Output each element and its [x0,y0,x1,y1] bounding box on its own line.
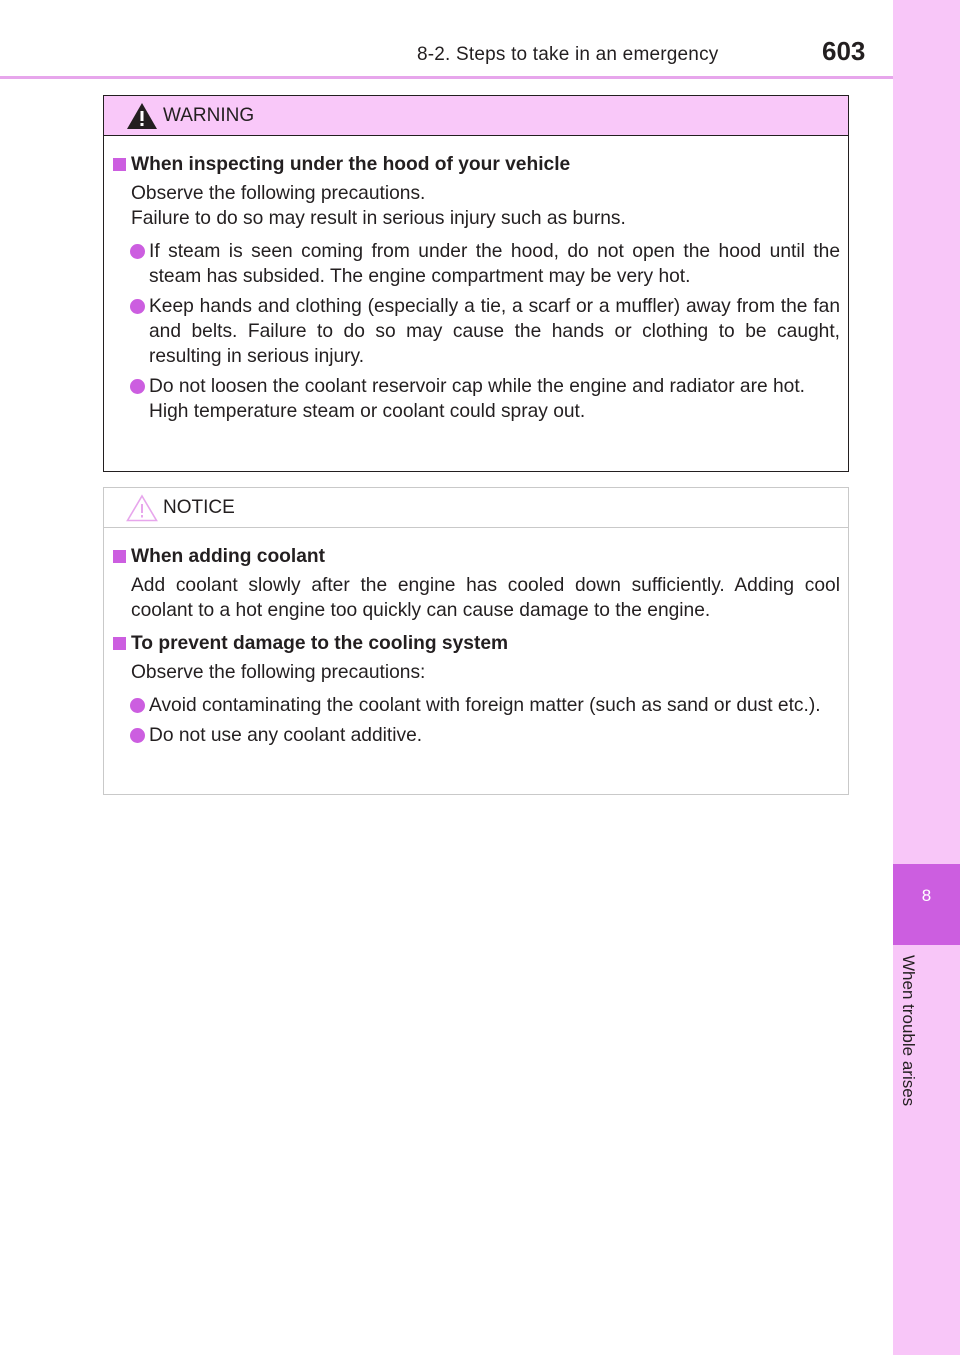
notice-triangle-icon [126,494,158,522]
square-bullet-icon [113,158,126,171]
notice-label: NOTICE [163,497,235,518]
chapter-title: When trouble arises [899,955,918,1107]
warning-heading: When inspecting under the hood of your vehicle [113,152,840,177]
notice-box [103,487,849,795]
warning-body [104,136,848,424]
list-item: Avoid contaminating the coolant with foreign matter (such as sand or dust etc.). [113,693,840,718]
list-item: Do not loosen the coolant reservoir cap while the engine and radiator are hot. High temperature steam or coolant could spray out. [113,374,840,424]
warning-header [104,96,848,136]
round-bullet-icon [130,379,145,394]
chapter-number-box[interactable] [893,864,960,945]
square-bullet-icon [113,550,126,563]
notice-header [104,488,848,528]
section-title: 8-2. Steps to take in an emergency [417,44,719,65]
page-number: 603 [822,36,866,66]
notice-text-precautions: Observe the following precautions: [131,662,426,683]
chapter-number: 8 [921,886,932,905]
list-item: If steam is seen coming from under the hood, do not open the hood until the steam has subsided. The engine compartment may be very hot. [113,239,840,289]
notice-body [104,528,848,748]
list-item: Do not use any coolant additive. [113,723,840,748]
round-bullet-icon [130,698,145,713]
list-item: Keep hands and clothing (especially a tie, a scarf or a muffler) away from the fan and belts. Failure to do so may cause the hands or clothing to be caught, resulting in serious injury. [113,294,840,369]
notice-heading-cooling-system: To prevent damage to the cooling system [113,631,840,656]
warning-intro: Observe the following precautions. Failure to do so may result in serious injury such as burns. [131,183,626,229]
notice-text-coolant: Add coolant slowly after the engine has cooled down sufficiently. Adding cool coolant to a hot engine too quickly can cause damage to the engine. [131,575,840,621]
square-bullet-icon [113,637,126,650]
header-divider [0,76,893,79]
round-bullet-icon [130,299,145,314]
warning-label: WARNING [163,105,255,126]
notice-heading-coolant: When adding coolant [113,544,840,569]
round-bullet-icon [130,244,145,259]
round-bullet-icon [130,728,145,743]
warning-box [103,95,849,472]
warning-triangle-icon [126,102,158,130]
